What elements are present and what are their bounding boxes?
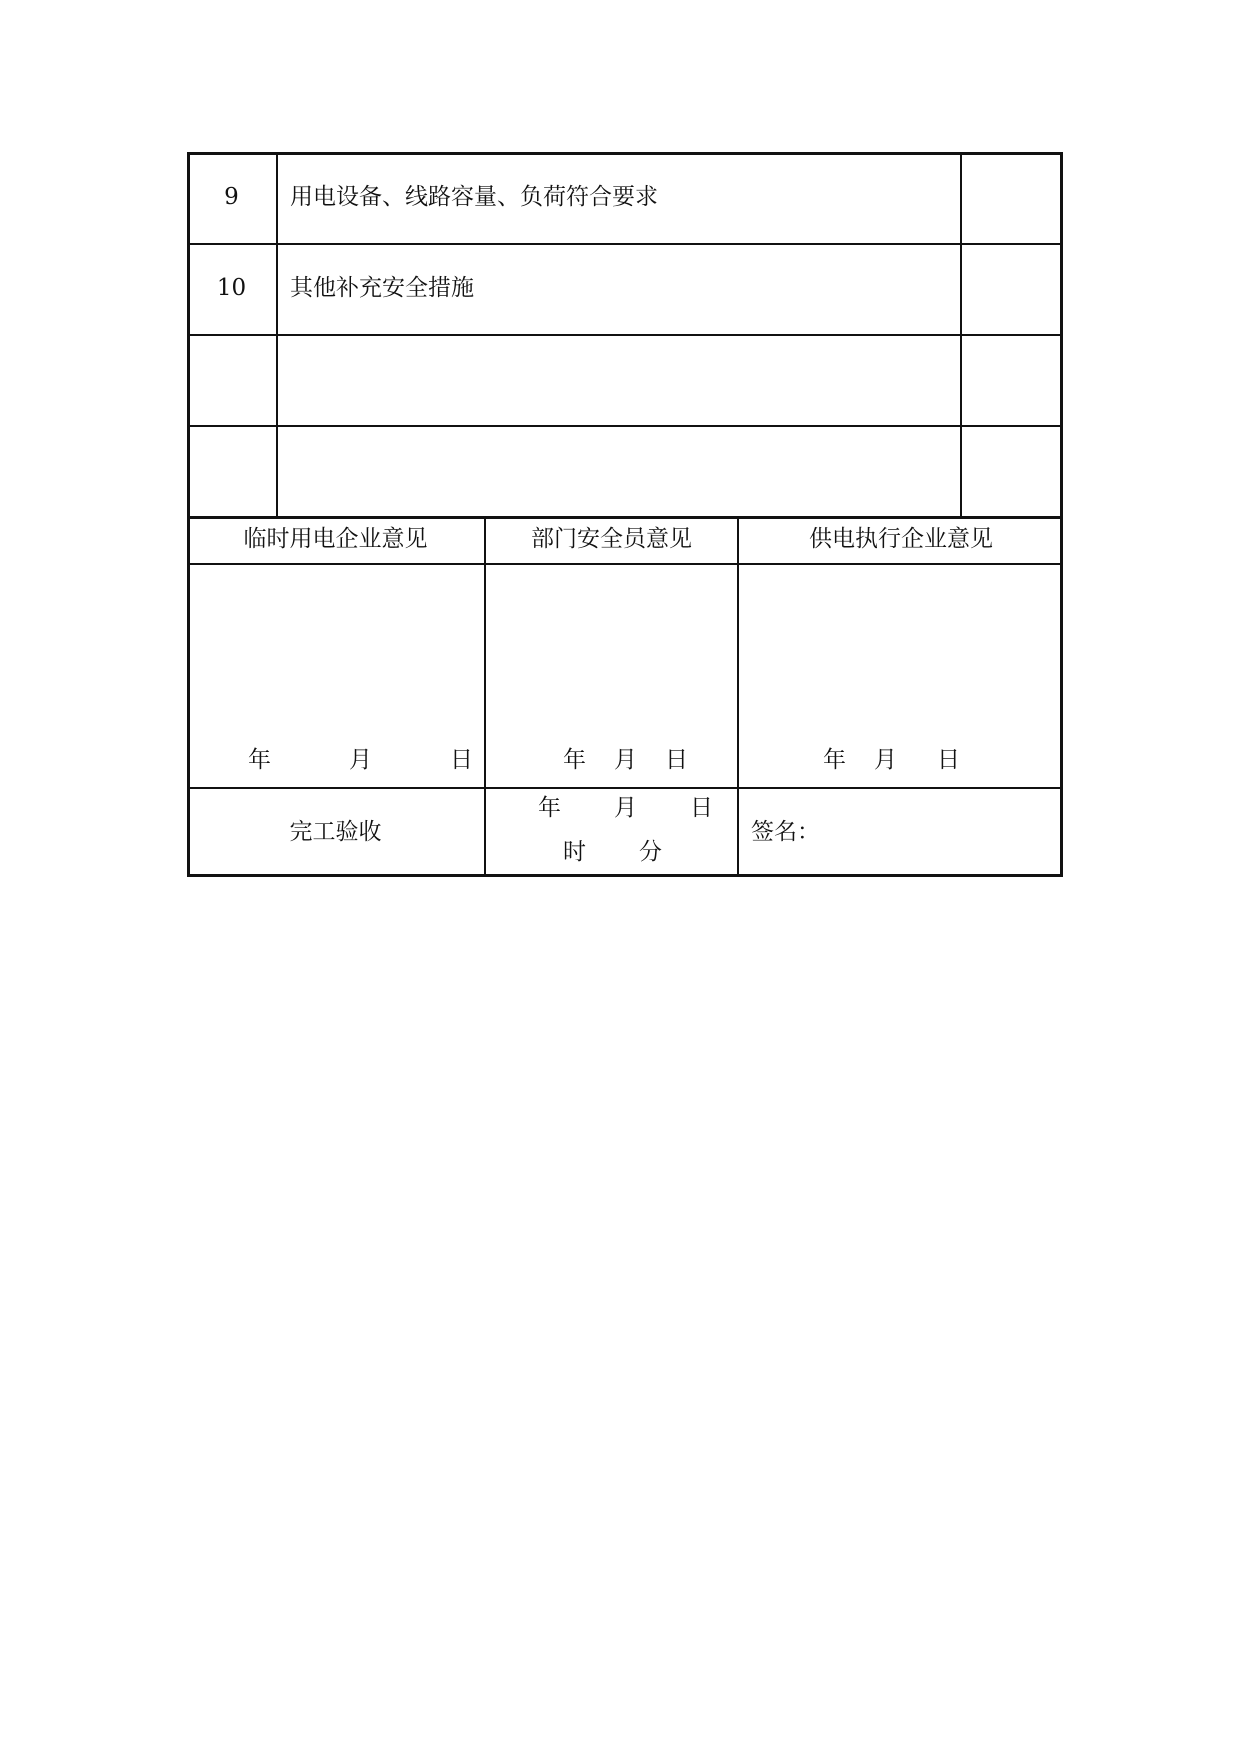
opinion-column-divider-2: [737, 517, 739, 877]
opinion-section-divider: [187, 516, 1063, 519]
table-row-item: 用电设备、线路容量、负荷符合要求: [290, 184, 658, 210]
completion-hour-label: 时: [563, 839, 586, 865]
opinion-header-divider: [187, 563, 1063, 565]
completion-row-divider: [187, 787, 1063, 789]
safety-officer-year-label: 年: [563, 747, 586, 773]
power-supply-year-label: 年: [823, 747, 846, 773]
table-row-item: 其他补充安全措施: [290, 275, 474, 301]
power-supply-day-label: 日: [937, 747, 960, 773]
department-safety-officer-opinion-header: 部门安全员意见: [531, 526, 692, 552]
row-divider-10: [187, 334, 1063, 336]
row-divider-empty-1: [187, 425, 1063, 427]
completion-acceptance-label: 完工验收: [289, 819, 382, 845]
temporary-power-company-opinion-header: 临时用电企业意见: [243, 526, 428, 552]
permit-form-table: [187, 152, 1063, 877]
opinion-day-label: 日: [450, 747, 473, 773]
completion-minute-label: 分: [639, 839, 662, 865]
table-row-number: 9: [224, 184, 239, 210]
signature-label: 签名：: [751, 819, 820, 845]
row-divider-9: [187, 243, 1063, 245]
opinion-column-divider-1: [484, 517, 486, 877]
table-row-number: 10: [216, 275, 247, 301]
opinion-month-label: 月: [349, 747, 372, 773]
opinion-year-label: 年: [248, 747, 271, 773]
power-supply-month-label: 月: [874, 747, 897, 773]
completion-month-label: 月: [614, 795, 637, 821]
completion-year-label: 年: [538, 795, 561, 821]
safety-officer-month-label: 月: [614, 747, 637, 773]
power-supply-company-opinion-header: 供电执行企业意见: [809, 526, 993, 552]
completion-day-label: 日: [690, 795, 713, 821]
safety-officer-day-label: 日: [665, 747, 688, 773]
